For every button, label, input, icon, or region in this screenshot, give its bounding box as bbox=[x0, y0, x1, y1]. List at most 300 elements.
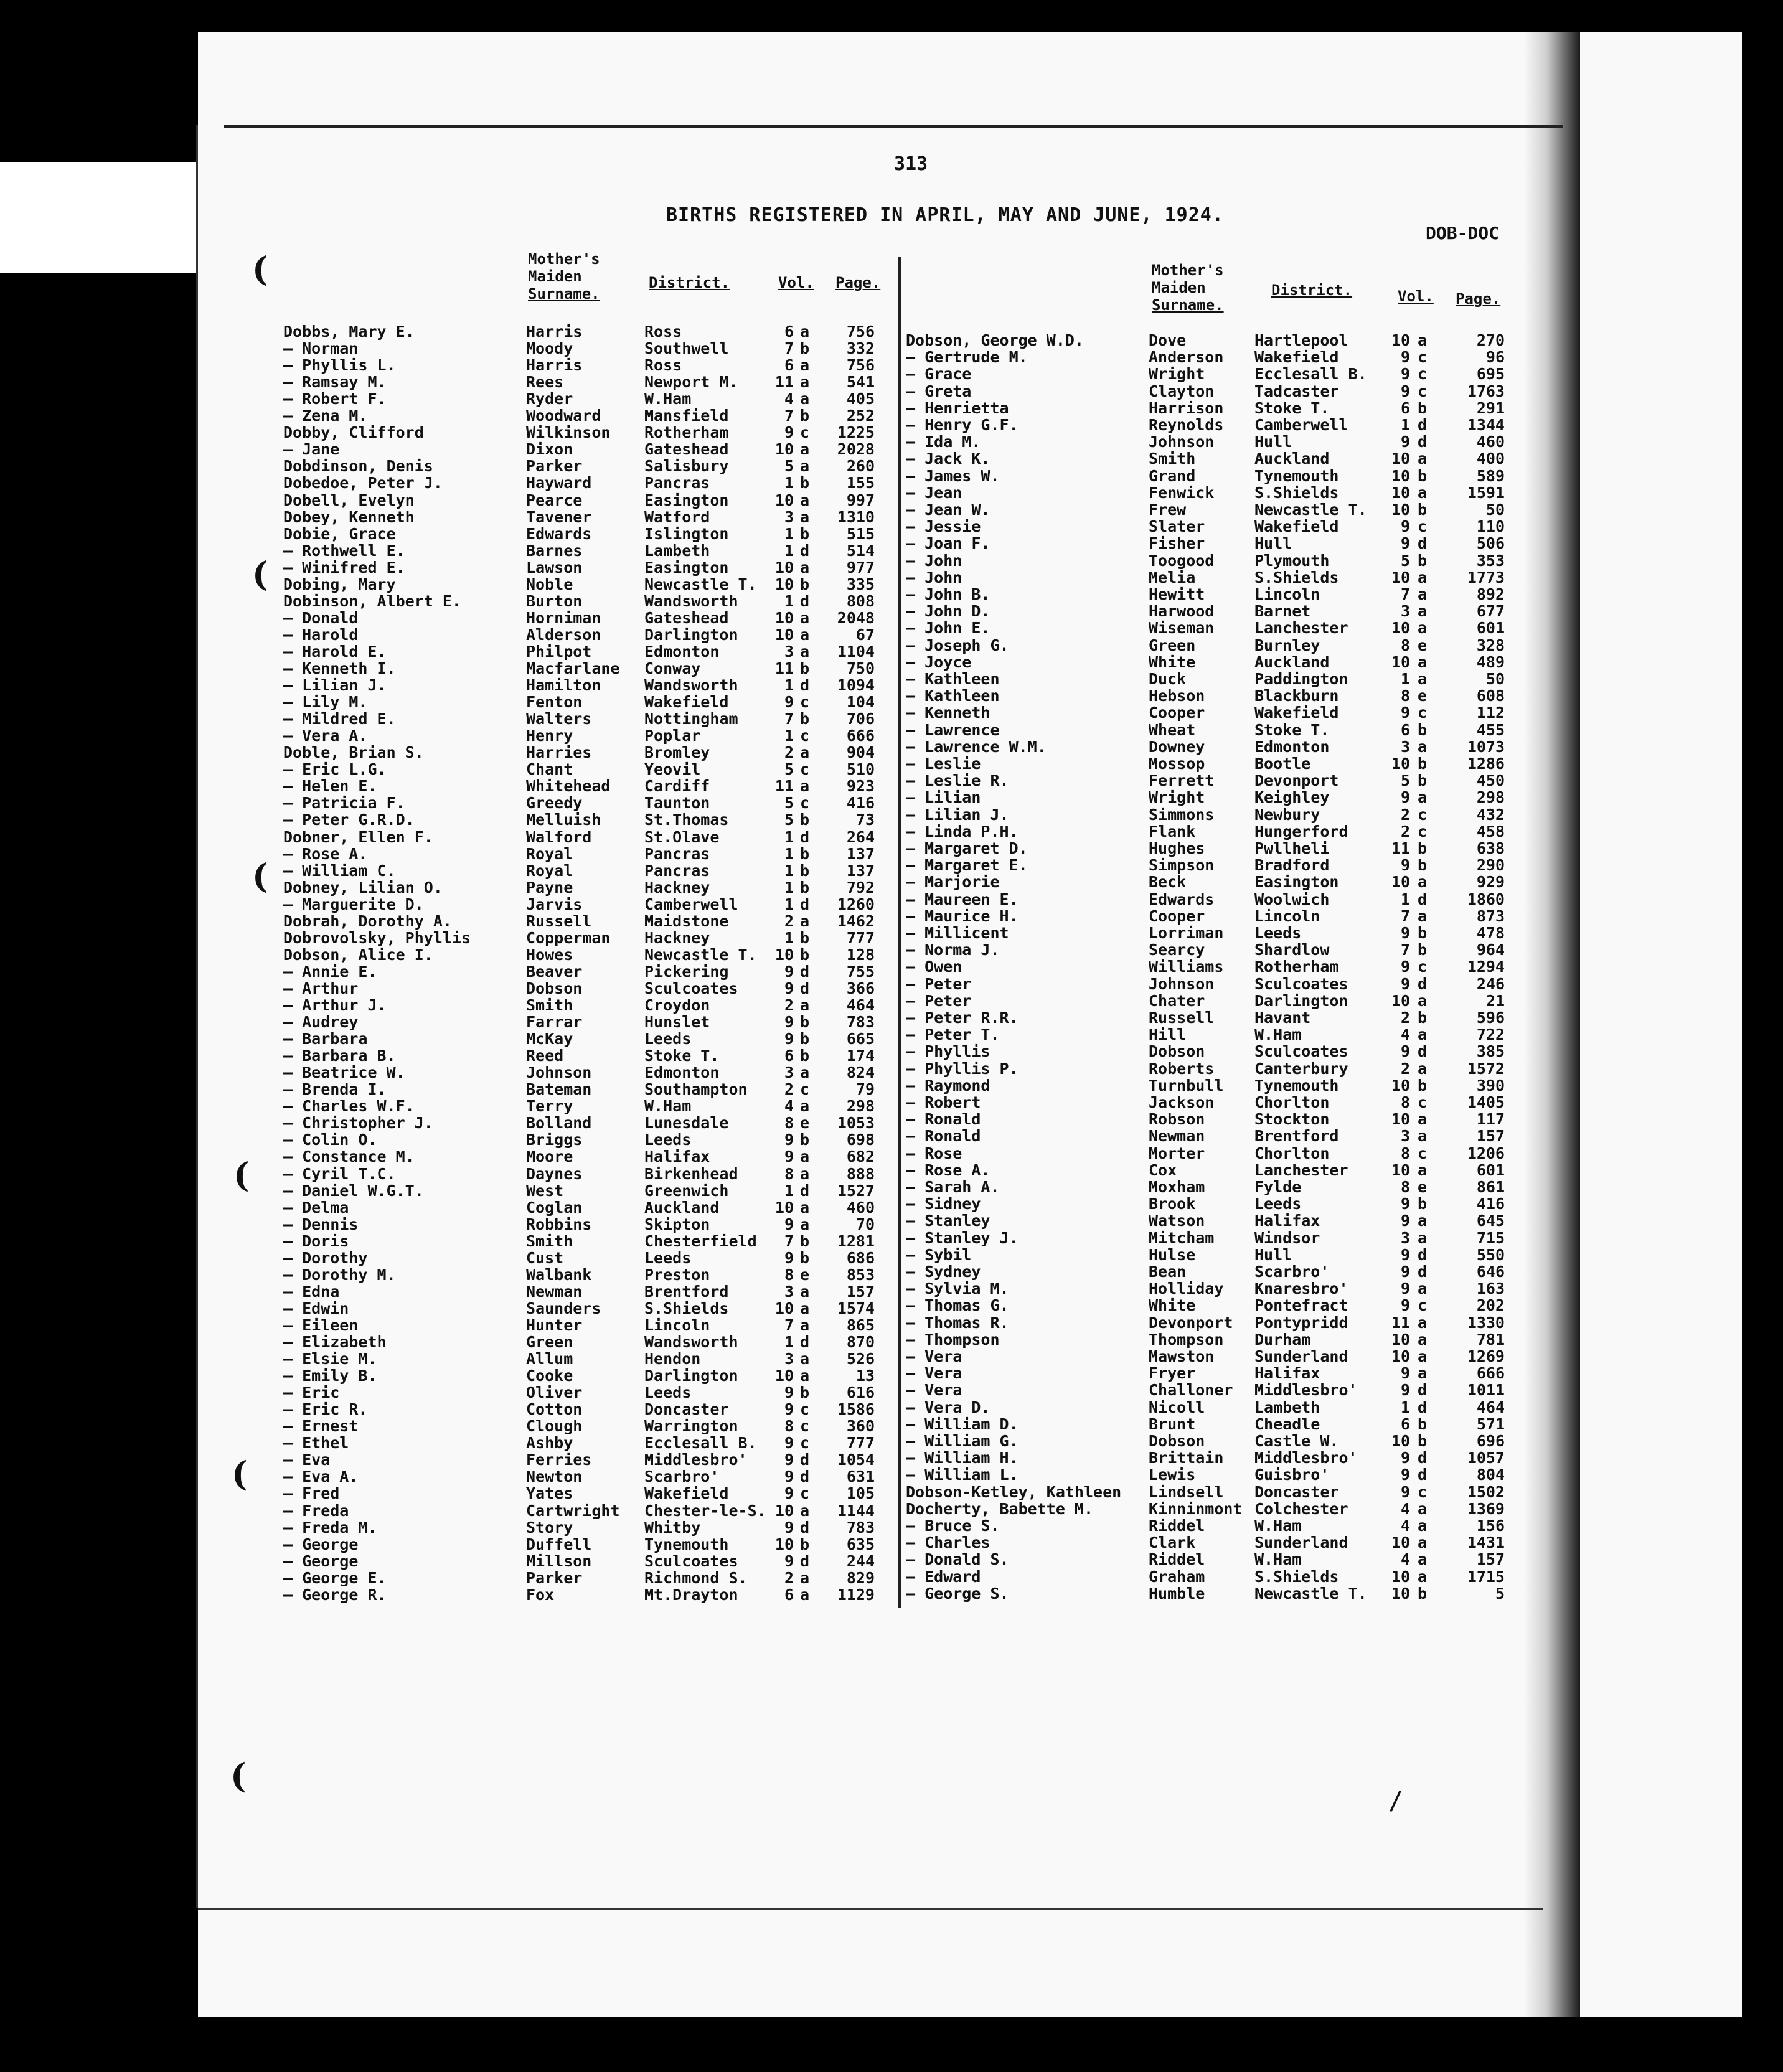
entry-mother-maiden-surname: Searcy bbox=[1149, 941, 1205, 959]
entry-district: Newcastle T. bbox=[644, 945, 757, 964]
entry-district: Richmond S. bbox=[644, 1568, 748, 1587]
entry-mother-maiden-surname: Hulse bbox=[1149, 1245, 1196, 1264]
entry-mother-maiden-surname: Copperman bbox=[526, 928, 611, 947]
entry-district: W.Ham bbox=[1254, 1517, 1302, 1535]
entry-name: — Sylvia M. bbox=[906, 1279, 1009, 1298]
entry-mother-maiden-surname: Reynolds bbox=[1149, 416, 1224, 434]
entry-volume-part: a bbox=[1418, 788, 1428, 807]
entry-name: — Raymond bbox=[906, 1076, 990, 1095]
index-entry-row bbox=[283, 1350, 881, 1367]
index-entry-row bbox=[906, 1093, 1516, 1110]
entry-page: 416 bbox=[846, 794, 875, 812]
entry-district: Wandsworth bbox=[644, 591, 738, 610]
entry-district: Leeds bbox=[644, 1383, 692, 1402]
entry-volume-part: d bbox=[800, 1467, 810, 1486]
entry-volume: 4 bbox=[784, 1097, 794, 1116]
index-entry-row bbox=[906, 1398, 1516, 1415]
entry-volume-part: c bbox=[1418, 822, 1428, 841]
entry-volume-part: a bbox=[800, 1097, 810, 1116]
entry-volume-part: c bbox=[1418, 382, 1428, 400]
entry-name: — Grace bbox=[906, 365, 972, 384]
entry-district: Warrington bbox=[644, 1417, 738, 1436]
entry-mother-maiden-surname: Duffell bbox=[526, 1535, 592, 1553]
entry-mother-maiden-surname: Melluish bbox=[526, 811, 601, 829]
binder-hole-mark: ( bbox=[230, 1756, 247, 1796]
entry-name: — Beatrice W. bbox=[283, 1063, 405, 1082]
entry-name: — Barbara bbox=[283, 1030, 368, 1048]
entry-page: 157 bbox=[1476, 1127, 1505, 1146]
entry-name: — Thomas G. bbox=[906, 1296, 1009, 1315]
entry-district: Edmonton bbox=[644, 642, 720, 661]
entry-volume: 10 bbox=[1391, 755, 1410, 773]
index-entry-row bbox=[283, 794, 881, 811]
entry-volume: 6 bbox=[784, 356, 794, 375]
entry-page: 328 bbox=[1476, 636, 1505, 654]
entry-volume: 11 bbox=[774, 373, 794, 392]
entry-district: Guisbro' bbox=[1254, 1466, 1330, 1484]
entry-mother-maiden-surname: Horniman bbox=[526, 608, 601, 627]
entry-name: — John D. bbox=[906, 602, 990, 621]
entry-mother-maiden-surname: Mossop bbox=[1149, 755, 1205, 773]
binder-hole-mark: ( bbox=[252, 554, 268, 594]
entry-name: — Edwin bbox=[283, 1299, 349, 1317]
entry-volume: 1 bbox=[784, 727, 794, 745]
entry-mother-maiden-surname: Smith bbox=[526, 1231, 573, 1250]
entry-mother-maiden-surname: Daynes bbox=[526, 1164, 583, 1183]
index-entry-row bbox=[283, 710, 881, 727]
entry-volume-part: a bbox=[1418, 1499, 1428, 1518]
entry-page: 464 bbox=[846, 996, 875, 1014]
entry-volume: 2 bbox=[784, 1568, 794, 1587]
entry-volume: 10 bbox=[1391, 1567, 1410, 1586]
entry-name: — Eric R. bbox=[283, 1400, 368, 1419]
entry-volume-part: a bbox=[1418, 1533, 1428, 1552]
entry-page: 929 bbox=[1476, 873, 1505, 892]
index-entry-row bbox=[283, 508, 881, 525]
entry-name: — John bbox=[906, 568, 962, 586]
entry-district: Camberwell bbox=[644, 895, 738, 913]
entry-mother-maiden-surname: Alderson bbox=[526, 625, 601, 644]
right-page-header: Page. bbox=[1456, 290, 1501, 308]
index-entry-row bbox=[906, 704, 1516, 720]
entry-page: 1586 bbox=[837, 1400, 875, 1419]
entry-mother-maiden-surname: Simpson bbox=[1149, 856, 1215, 875]
entry-district: Lambeth bbox=[644, 541, 710, 560]
entry-district: Hull bbox=[1254, 534, 1292, 553]
entry-name: — Harold bbox=[283, 625, 359, 644]
index-entry-row bbox=[906, 1060, 1516, 1076]
index-entry-row bbox=[906, 1314, 1516, 1330]
entry-district: Pwllheli bbox=[1254, 839, 1330, 857]
entry-mother-maiden-surname: Lawson bbox=[526, 558, 583, 577]
entry-mother-maiden-surname: Hebson bbox=[1149, 687, 1205, 705]
entry-name: — Helen E. bbox=[283, 777, 377, 796]
entry-volume: 4 bbox=[1400, 1550, 1410, 1569]
index-entry-row bbox=[283, 1316, 881, 1333]
entry-district: Sunderland bbox=[1254, 1347, 1348, 1365]
entry-volume: 10 bbox=[774, 1535, 794, 1553]
entry-mother-maiden-surname: Holliday bbox=[1149, 1279, 1224, 1298]
index-entry-row bbox=[283, 1266, 881, 1283]
entry-volume-part: c bbox=[800, 1417, 810, 1436]
index-entry-row bbox=[906, 1178, 1516, 1195]
entry-page: 706 bbox=[846, 710, 875, 728]
entry-volume: 7 bbox=[1400, 585, 1410, 603]
index-entry-row bbox=[906, 992, 1516, 1009]
entry-mother-maiden-surname: Grand bbox=[1149, 466, 1196, 485]
entry-name: — William C. bbox=[283, 861, 396, 880]
entry-volume: 9 bbox=[1400, 974, 1410, 993]
index-entry-row bbox=[283, 1283, 881, 1299]
entry-page: 601 bbox=[1476, 1161, 1505, 1179]
entry-page: 964 bbox=[1476, 941, 1505, 959]
entry-volume-part: a bbox=[1418, 602, 1428, 621]
entry-volume-part: d bbox=[800, 1181, 810, 1200]
entry-volume-part: a bbox=[800, 1367, 810, 1385]
entry-mother-maiden-surname: Dobson bbox=[526, 979, 583, 997]
index-entry-row bbox=[906, 687, 1516, 704]
entry-district: Whitby bbox=[644, 1518, 701, 1537]
index-entry-row bbox=[906, 1279, 1516, 1296]
entry-volume-part: b bbox=[1418, 551, 1428, 570]
entry-name: — William G. bbox=[906, 1432, 1019, 1450]
entry-page: 888 bbox=[846, 1164, 875, 1183]
entry-district: Halifax bbox=[1254, 1364, 1320, 1383]
entry-volume: 9 bbox=[784, 1434, 794, 1453]
entry-volume-part: d bbox=[1418, 1263, 1428, 1281]
entry-district: Lincoln bbox=[644, 1316, 710, 1334]
entry-name: — Rose bbox=[906, 1144, 962, 1162]
entry-name: — Charles bbox=[906, 1533, 990, 1552]
entry-district: Leeds bbox=[1254, 1195, 1302, 1213]
entry-district: Rotherham bbox=[644, 423, 729, 442]
entry-page: 646 bbox=[1476, 1263, 1505, 1281]
entry-name: — Thomas R. bbox=[906, 1313, 1009, 1332]
entry-district: Chorlton bbox=[1254, 1144, 1330, 1162]
entry-name: — Cyril T.C. bbox=[283, 1164, 396, 1183]
entry-district: Halifax bbox=[644, 1147, 710, 1166]
index-entry-row bbox=[283, 979, 881, 996]
entry-volume-part: d bbox=[1418, 1042, 1428, 1061]
entry-volume: 3 bbox=[1400, 1228, 1410, 1247]
entry-name: — James W. bbox=[906, 466, 1000, 485]
entry-volume: 5 bbox=[1400, 771, 1410, 790]
entry-page: 635 bbox=[846, 1535, 875, 1553]
entry-volume-part: e bbox=[800, 1265, 810, 1284]
entry-volume: 5 bbox=[784, 811, 794, 829]
index-entry-row bbox=[283, 743, 881, 760]
entry-mother-maiden-surname: Flank bbox=[1149, 822, 1196, 841]
entry-name: — Maurice H. bbox=[906, 906, 1019, 925]
index-entry-row bbox=[906, 585, 1516, 602]
entry-mother-maiden-surname: Millson bbox=[526, 1552, 592, 1570]
entry-page: 755 bbox=[846, 962, 875, 981]
entry-page: 1344 bbox=[1467, 416, 1505, 434]
entry-page: 892 bbox=[1476, 585, 1505, 603]
entry-page: 112 bbox=[1476, 704, 1505, 722]
entry-page: 1225 bbox=[837, 423, 875, 442]
entry-volume-part: a bbox=[800, 390, 810, 408]
entry-name: — Owen bbox=[906, 958, 962, 976]
entry-mother-maiden-surname: Johnson bbox=[1149, 433, 1215, 451]
entry-name: — Marjorie bbox=[906, 873, 1000, 892]
entry-volume-part: c bbox=[800, 693, 810, 712]
entry-name: — Brenda I. bbox=[283, 1080, 387, 1099]
index-entry-row bbox=[906, 1144, 1516, 1161]
entry-district: Middlesbro' bbox=[1254, 1381, 1358, 1400]
entry-page: 155 bbox=[846, 474, 875, 492]
index-entry-row bbox=[283, 1114, 881, 1131]
entry-volume-part: a bbox=[1418, 585, 1428, 603]
entry-volume-part: b bbox=[1418, 1432, 1428, 1450]
entry-mother-maiden-surname: Green bbox=[526, 1333, 573, 1351]
entry-district: Middlesbro' bbox=[1254, 1449, 1358, 1467]
entry-name: — Joan F. bbox=[906, 534, 990, 553]
right-district-header: District. bbox=[1271, 281, 1353, 299]
entry-volume-part: a bbox=[1418, 483, 1428, 502]
index-entry-row bbox=[283, 525, 881, 542]
entry-name: — Gertrude M. bbox=[906, 348, 1028, 367]
entry-volume-part: c bbox=[1418, 1093, 1428, 1111]
index-entry-row bbox=[283, 1182, 881, 1198]
entry-page: 665 bbox=[846, 1030, 875, 1048]
entry-district: Stockton bbox=[1254, 1110, 1330, 1129]
index-entry-row bbox=[283, 373, 881, 390]
index-entry-row bbox=[906, 433, 1516, 450]
entry-district: Gateshead bbox=[644, 440, 729, 459]
entry-page: 450 bbox=[1476, 771, 1505, 790]
entry-name: — Ethel bbox=[283, 1434, 349, 1453]
entry-district: Ross bbox=[644, 356, 682, 375]
entry-mother-maiden-surname: Beaver bbox=[526, 962, 583, 981]
index-entry-row bbox=[283, 1586, 881, 1603]
entry-page: 260 bbox=[846, 457, 875, 476]
entry-name: — Kathleen bbox=[906, 670, 1000, 688]
entry-name: — Jean bbox=[906, 483, 962, 502]
index-entry-row bbox=[283, 491, 881, 508]
entry-district: Havant bbox=[1254, 1009, 1311, 1027]
entry-name: — Ronald bbox=[906, 1110, 981, 1129]
entry-page: 1591 bbox=[1467, 483, 1505, 502]
entry-mother-maiden-surname: Turnbull bbox=[1149, 1076, 1224, 1095]
entry-district: Bromley bbox=[644, 743, 710, 762]
entry-page: 67 bbox=[855, 625, 875, 644]
entry-volume: 9 bbox=[1400, 1449, 1410, 1467]
entry-volume-part: b bbox=[1418, 1415, 1428, 1433]
entry-mother-maiden-surname: Chater bbox=[1149, 991, 1205, 1010]
entry-district: Hackney bbox=[644, 878, 710, 897]
index-entry-row bbox=[283, 1215, 881, 1232]
entry-mother-maiden-surname: Riddel bbox=[1149, 1517, 1205, 1535]
index-entry-row bbox=[283, 878, 881, 895]
entry-page: 385 bbox=[1476, 1042, 1505, 1061]
entry-name: — Margaret D. bbox=[906, 839, 1028, 857]
index-entry-row bbox=[283, 693, 881, 710]
entry-name: — Joyce bbox=[906, 652, 972, 671]
entry-page: 1405 bbox=[1467, 1093, 1505, 1111]
entry-volume: 9 bbox=[1400, 1263, 1410, 1281]
index-entry-row bbox=[906, 1009, 1516, 1025]
entry-volume: 8 bbox=[784, 1114, 794, 1133]
entry-mother-maiden-surname: Woodward bbox=[526, 407, 601, 425]
entry-page: 202 bbox=[1476, 1296, 1505, 1315]
entry-district: Darlington bbox=[644, 1367, 738, 1385]
entry-mother-maiden-surname: Moxham bbox=[1149, 1178, 1205, 1196]
entry-name: — George bbox=[283, 1552, 359, 1570]
index-entry-row bbox=[906, 1025, 1516, 1042]
entry-volume-part: b bbox=[800, 575, 810, 593]
entry-page: 1094 bbox=[837, 676, 875, 695]
entry-volume-part: c bbox=[1418, 365, 1428, 384]
left-vol-header: Vol. bbox=[778, 274, 814, 291]
entry-page: 2028 bbox=[837, 440, 875, 459]
entry-page: 777 bbox=[846, 1434, 875, 1453]
entry-name: — Ramsay M. bbox=[283, 373, 387, 392]
entry-district: W.Ham bbox=[644, 390, 692, 408]
entry-volume-part: b bbox=[800, 1248, 810, 1267]
entry-page: 50 bbox=[1485, 670, 1505, 688]
entry-volume-part: b bbox=[1418, 1076, 1428, 1095]
index-entry-row bbox=[283, 760, 881, 777]
entry-district: Newport M. bbox=[644, 373, 738, 392]
entry-page: 335 bbox=[846, 575, 875, 593]
entry-name: — Sydney bbox=[906, 1263, 981, 1281]
entry-volume: 4 bbox=[1400, 1517, 1410, 1535]
entry-volume-part: b bbox=[1418, 398, 1428, 417]
index-entry-row bbox=[906, 738, 1516, 755]
entry-name: — Vera bbox=[906, 1381, 962, 1400]
entry-volume: 10 bbox=[774, 625, 794, 644]
entry-name: — Eva bbox=[283, 1451, 331, 1469]
entry-name: — Leslie bbox=[906, 755, 981, 773]
index-entry-row bbox=[283, 1013, 881, 1030]
entry-mother-maiden-surname: Edwards bbox=[526, 524, 592, 543]
entry-page: 117 bbox=[1476, 1110, 1505, 1129]
entry-mother-maiden-surname: Harris bbox=[526, 323, 583, 341]
entry-volume-part: a bbox=[1418, 1127, 1428, 1146]
entry-volume: 6 bbox=[1400, 720, 1410, 739]
column-divider bbox=[898, 257, 901, 1608]
entry-name: Dobedoe, Peter J. bbox=[283, 474, 443, 492]
entry-volume-part: b bbox=[1418, 501, 1428, 519]
entry-district: Pancras bbox=[644, 861, 710, 880]
entry-volume-part: b bbox=[800, 524, 810, 543]
entry-volume: 10 bbox=[774, 608, 794, 627]
entry-volume: 8 bbox=[1400, 1093, 1410, 1111]
entry-district: S.Shields bbox=[1254, 568, 1339, 586]
entry-volume: 9 bbox=[1400, 534, 1410, 553]
entry-name: Dobrovolsky, Phyllis bbox=[283, 928, 471, 947]
entry-mother-maiden-surname: Allum bbox=[526, 1350, 573, 1368]
entry-volume-part: d bbox=[800, 591, 810, 610]
entry-volume-part: d bbox=[1418, 890, 1428, 908]
index-entry-row bbox=[283, 1097, 881, 1114]
entry-name: — George S. bbox=[906, 1584, 1009, 1603]
entry-volume: 1 bbox=[1400, 670, 1410, 688]
entry-page: 1206 bbox=[1467, 1144, 1505, 1162]
entry-volume: 3 bbox=[784, 1350, 794, 1368]
entry-volume: 1 bbox=[1400, 890, 1410, 908]
index-entry-row bbox=[283, 1249, 881, 1266]
entry-name: — Margaret E. bbox=[906, 856, 1028, 875]
entry-volume: 9 bbox=[784, 1147, 794, 1166]
entry-mother-maiden-surname: Duck bbox=[1149, 670, 1187, 688]
entry-district: Newbury bbox=[1254, 805, 1320, 824]
entry-page: 861 bbox=[1476, 1178, 1505, 1196]
entry-volume: 9 bbox=[1400, 517, 1410, 536]
entry-page: 923 bbox=[846, 777, 875, 796]
entry-name: — Freda M. bbox=[283, 1518, 377, 1537]
entry-mother-maiden-surname: Fox bbox=[526, 1585, 555, 1604]
entry-page: 1269 bbox=[1467, 1347, 1505, 1365]
entry-mother-maiden-surname: Macfarlane bbox=[526, 659, 620, 677]
entry-volume-part: c bbox=[1418, 1482, 1428, 1501]
entry-mother-maiden-surname: Wheat bbox=[1149, 720, 1196, 739]
entry-mother-maiden-surname: Harries bbox=[526, 743, 592, 762]
entry-district: Cheadle bbox=[1254, 1415, 1320, 1433]
entry-district: Wakefield bbox=[1254, 348, 1339, 367]
entry-page: 666 bbox=[846, 727, 875, 745]
entry-volume-part: c bbox=[800, 1080, 810, 1099]
index-entry-row bbox=[906, 755, 1516, 771]
entry-name: — George E. bbox=[283, 1568, 387, 1587]
entry-district: Tynemouth bbox=[644, 1535, 729, 1553]
entry-page: 390 bbox=[1476, 1076, 1505, 1095]
entry-volume-part: c bbox=[800, 1484, 810, 1503]
entry-volume: 1 bbox=[1400, 416, 1410, 434]
entry-page: 514 bbox=[846, 541, 875, 560]
entry-district: Easington bbox=[644, 558, 729, 577]
entry-name: — Henrietta bbox=[906, 398, 1009, 417]
entry-volume: 11 bbox=[1391, 839, 1410, 857]
entry-mother-maiden-surname: Pearce bbox=[526, 491, 583, 509]
entry-mother-maiden-surname: Newton bbox=[526, 1467, 583, 1486]
index-entry-row bbox=[906, 1212, 1516, 1228]
index-entry-row bbox=[283, 895, 881, 912]
entry-district: Pontypridd bbox=[1254, 1313, 1348, 1332]
index-entry-row bbox=[283, 727, 881, 743]
index-entry-row bbox=[906, 924, 1516, 941]
entry-name: — Edna bbox=[283, 1282, 340, 1301]
entry-page: 21 bbox=[1485, 991, 1505, 1010]
entry-district: Salisbury bbox=[644, 457, 729, 476]
entry-mother-maiden-surname: Mitcham bbox=[1149, 1228, 1215, 1247]
entry-name: — Stanley bbox=[906, 1212, 990, 1230]
entry-district: S.Shields bbox=[1254, 483, 1339, 502]
entry-volume: 8 bbox=[1400, 1178, 1410, 1196]
index-entry-row bbox=[906, 856, 1516, 873]
entry-name: — Marguerite D. bbox=[283, 895, 424, 913]
entry-volume-part: a bbox=[1418, 1110, 1428, 1129]
entry-volume: 8 bbox=[784, 1265, 794, 1284]
entry-mother-maiden-surname: Hunter bbox=[526, 1316, 583, 1334]
entry-volume-part: a bbox=[1418, 1330, 1428, 1349]
entry-mother-maiden-surname: Newman bbox=[526, 1282, 583, 1301]
index-entry-row bbox=[283, 845, 881, 862]
entry-volume-part: d bbox=[1418, 1449, 1428, 1467]
entry-district: Wakefield bbox=[1254, 704, 1339, 722]
entry-mother-maiden-surname: Hayward bbox=[526, 474, 592, 492]
entry-name: — Eric L.G. bbox=[283, 760, 387, 779]
index-entry-row bbox=[283, 811, 881, 827]
index-entry-row bbox=[283, 1383, 881, 1400]
entry-district: Wakefield bbox=[1254, 517, 1339, 536]
entry-mother-maiden-surname: Newman bbox=[1149, 1127, 1205, 1146]
entry-name: — Vera bbox=[906, 1364, 962, 1383]
entry-name: — Vera bbox=[906, 1347, 962, 1365]
entry-mother-maiden-surname: Barnes bbox=[526, 541, 583, 560]
entry-district: Lincoln bbox=[1254, 585, 1320, 603]
